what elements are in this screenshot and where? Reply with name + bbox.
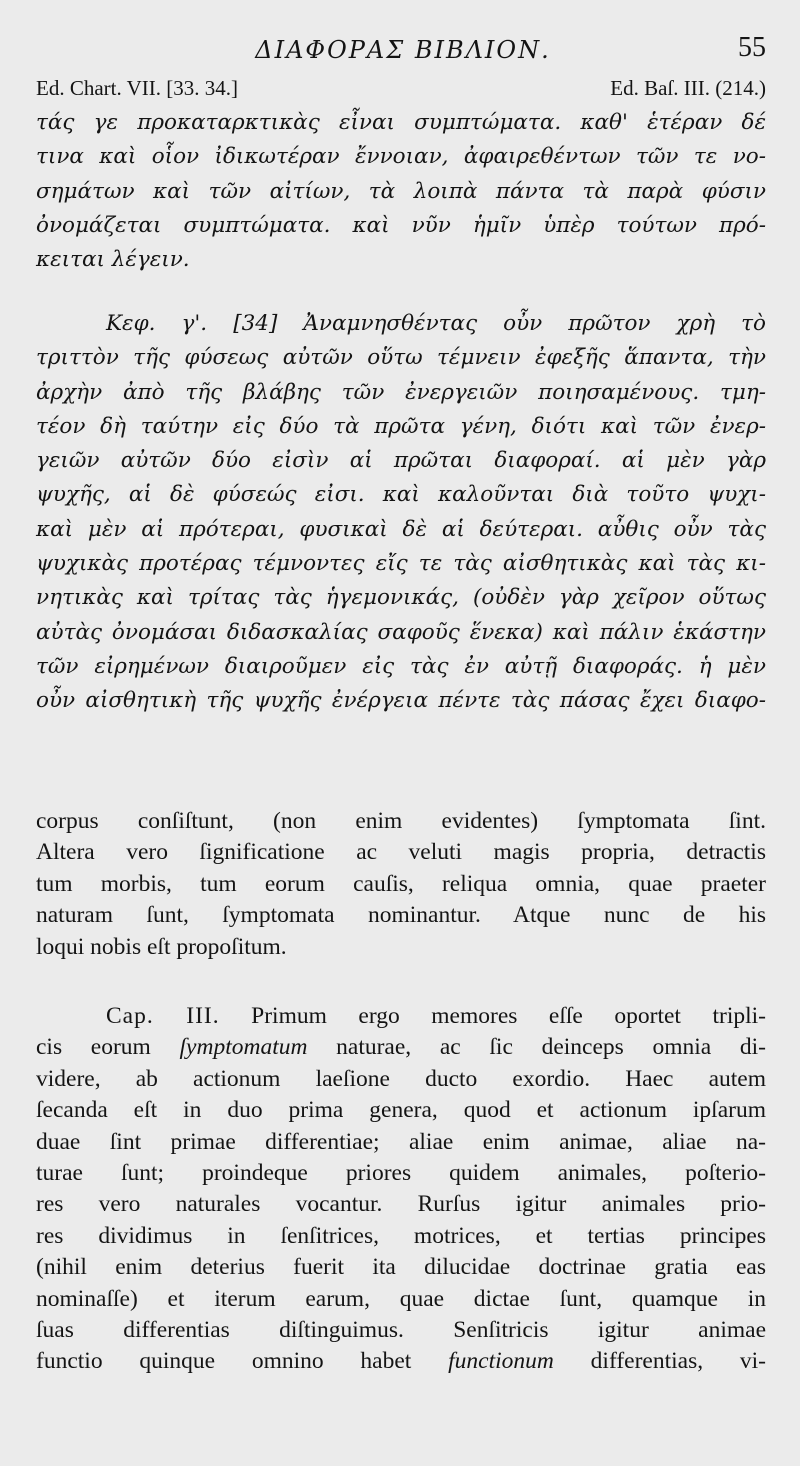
greek-line: τῶν εἰρημένων διαιροῦμεν εἰς τὰς ἐν αὐτῇ διαφοράς. ἡ μὲν	[36, 653, 766, 679]
greek-line: αὐτὰς ὀνομάσαι διδασκαλίας σαφοῦς ἕνεκα) καὶ πάλιν ἑκάστην	[36, 619, 766, 645]
greek-chapter-first-line	[36, 307, 766, 341]
greek-chapter-3	[36, 307, 766, 719]
page-number: 55	[738, 32, 766, 63]
latin-line: (nihil enim deterius fuerit ita dilucidae doctrinae gratia eas	[36, 1254, 766, 1281]
latin-paragraph-1	[36, 806, 766, 963]
latin-line-part: naturae, ac ſic deinceps omnia di-	[336, 1034, 766, 1061]
greek-line: κειται λέγειν.	[36, 247, 190, 273]
latin-line: videre, ab actionum laeſione ducto exordio. Haec autem	[36, 1065, 766, 1092]
greek-line: τριττὸν τῆς φύσεως αὐτῶν οὕτω τέμνειν ἐφεξῆς ἅπαντα, τὴν	[36, 345, 766, 371]
greek-chapter-label: Κεφ. γ'.	[106, 311, 208, 336]
latin-italic-term: ſymptomatum	[179, 1034, 308, 1061]
latin-chapter-3	[36, 1001, 766, 1378]
greek-line: τάς γε προκαταρκτικὰς εἶναι συμπτώματα. καθ' ἑτέραν δέ	[36, 110, 766, 135]
latin-line: Primum ergo memores eſſe oportet tripli-	[251, 1003, 766, 1029]
page-header	[36, 32, 770, 68]
latin-line: res vero naturales vocantur. Rurſus igitur animales prio-	[36, 1191, 766, 1218]
greek-line: νητικὰς καὶ τρίτας τὰς ἡγεμονικάς, (οὐδὲν γὰρ χεῖρον οὕτως	[36, 585, 766, 611]
latin-line: Altera vero ſignificatione ac veluti magis propria, detractis	[36, 839, 766, 866]
latin-line: ſuas differentias diſtinguimus. Senſitricis igitur animae	[36, 1317, 766, 1344]
latin-line-part: functio quinque omnino habet	[36, 1348, 412, 1375]
greek-line: τέον δὴ ταύτην εἰς δύο τὰ πρῶτα γένη, διότι καὶ τῶν ἐνερ-	[36, 413, 766, 439]
latin-line: nominaſſe) et iterum earum, quae dictae ſunt, quamque in	[36, 1285, 766, 1312]
latin-line-part: differentias, vi-	[590, 1348, 767, 1375]
latin-line-with-italic	[36, 1032, 766, 1063]
latin-italic-term: functionum	[448, 1348, 554, 1375]
greek-line: ἀρχὴν ἀπὸ τῆς βλάβης τῶν ἐνεργειῶν ποιησαμένους. τμη-	[36, 379, 766, 405]
running-title: ΔΙΑΦΟΡΑΣ ΒΙΒΛΙΟΝ.	[255, 36, 551, 64]
latin-line: res dividimus in ſenſitrices, motrices, et tertias principes	[36, 1222, 766, 1249]
edition-chartier: Ed. Chart. VII. [33. 34.]	[36, 76, 238, 100]
edition-basel: Ed. Baſ. III. (214.)	[610, 76, 766, 100]
greek-line: ψυχῆς, αἱ δὲ φύσεώς εἰσι. καὶ καλοῦνται διὰ τοῦτο ψυχι-	[36, 482, 766, 508]
latin-line-with-italic	[36, 1346, 766, 1377]
greek-line: τινα καὶ οἷον ἰδικωτέραν ἔννοιαν, ἀφαιρεθέντων τῶν τε νο-	[36, 144, 766, 170]
latin-line: corpus conſiſtunt, (non enim evidentes) ſymptomata ſint.	[36, 808, 766, 834]
greek-line: γειῶν αὐτῶν δύο εἰσὶν αἱ πρῶται διαφοραί. αἱ μὲν γὰρ	[36, 448, 766, 474]
latin-line: loqui nobis eſt propoſitum.	[36, 933, 287, 960]
latin-line-part: cis eorum	[36, 1034, 151, 1061]
greek-line: καὶ μὲν αἱ πρότεραι, φυσικαὶ δὲ αἱ δεύτεραι. αὖθις οὖν τὰς	[36, 516, 766, 542]
greek-line: [34] Ἀναμνησθέντας οὖν πρῶτον χρὴ τὸ	[233, 311, 766, 336]
edition-references	[36, 76, 766, 104]
greek-line: σημάτων καὶ τῶν αἰτίων, τὰ λοιπὰ πάντα τὰ παρὰ φύσιν	[36, 178, 766, 204]
latin-line: naturam ſunt, ſymptomata nominantur. Atque nunc de his	[36, 902, 766, 929]
latin-line: tum morbis, tum eorum cauſis, reliqua omnia, quae praeter	[36, 870, 766, 897]
greek-paragraph-1	[36, 106, 766, 277]
latin-line: ſecanda eſt in duo prima genera, quod et actionum ipſarum	[36, 1097, 766, 1124]
greek-line: ψυχικὰς προτέρας τέμνοντες εἴς τε τὰς αἰσθητικὰς καὶ τὰς κι-	[36, 551, 766, 577]
greek-line: οὖν αἰσθητικὴ τῆς ψυχῆς ἐνέργεια πέντε τὰς πάσας ἔχει διαφο-	[36, 688, 766, 714]
latin-line: turae ſunt; proindeque priores quidem animales, poſterio-	[36, 1160, 766, 1187]
latin-line: duae ſint primae differentiae; aliae enim animae, aliae na-	[36, 1128, 766, 1155]
latin-chapter-first-line	[36, 1001, 766, 1032]
greek-line: ὀνομάζεται συμπτώματα. καὶ νῦν ἡμῖν ὑπὲρ τούτων πρό-	[36, 212, 766, 238]
latin-chapter-label: Cap. III.	[106, 1003, 220, 1029]
